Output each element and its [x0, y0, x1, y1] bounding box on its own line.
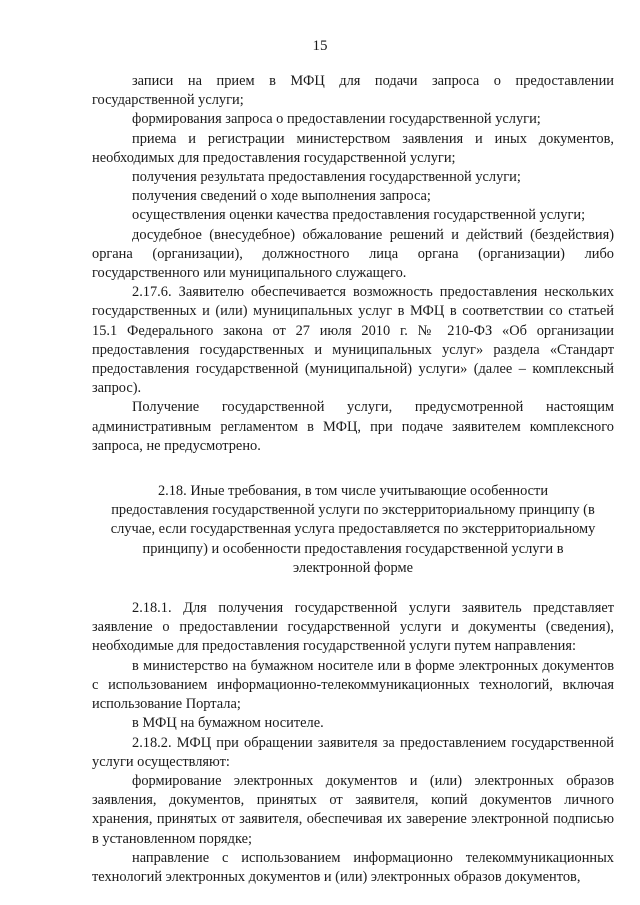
document-body [92, 72, 614, 887]
paragraph-mfc-appointment: записи на прием в МФЦ для подачи запроса о предоставлении государственной услуги; [92, 73, 614, 109]
section-heading-2-18: 2.18. Иные требования, в том числе учитывающие особенности предоставления государственной услуги по экстерриториальному принципу (в случае, если государственная услуга предоставляется по экстерриториальному принципу) и особенности предоставления государственной услуги в электронной форме [110, 483, 596, 576]
paragraph-mfc-paper: в МФЦ на бумажном носителе. [132, 715, 324, 732]
paragraph-2-18-1: 2.18.1. Для получения государственной услуги заявитель представляет заявление о предоставлении государственной услуги и документы (сведения), необходимые для предоставления государственной услуги путем направления: [92, 600, 614, 655]
paragraph-electronic-documents: формирование электронных документов и (или) электронных образов заявления, документов, принятых от заявителя, копий документов личного хранения, принятых от заявителя, обеспечивая их заверение электронной подписью в установленном порядке; [92, 772, 614, 847]
paragraph-complex-request: Получение государственной услуги, предусмотренной настоящим административным регламентом в МФЦ, при подаче заявителем комплексного запроса, не предусмотрено. [92, 399, 614, 454]
paragraph-transmission: направление с использованием информационно телекоммуникационных технологий электронных документов и (или) электронных образов документов, [92, 849, 614, 885]
paragraph-pretrial-appeal: досудебное (внесудебное) обжалование решений и действий (бездействия) органа (организации), должностного лица органа (организации) либо государственного или муниципального служащего. [92, 226, 614, 282]
page-number: 15 [312, 38, 328, 54]
paragraph-result-receipt: получения результата предоставления государственной услуги; [132, 169, 521, 186]
paragraph-quality-assessment: осуществления оценки качества предоставления государственной услуги; [132, 207, 586, 224]
paragraph-application-intake: приема и регистрации министерством заявления и иных документов, необходимых для предоставления государственной услуги; [92, 130, 614, 166]
paragraph-2-17-6: 2.17.6. Заявителю обеспечивается возможность предоставления нескольких государственных и (или) муниципальных услуг в МФЦ в соответствии со статьей 15.1 Федерального закона от 27 июля 2010 г. № 210-ФЗ «Об организации предоставления государственных и муниципальных услуг» раздела «Стандарт предоставления государственной (муниципальной) услуги» (далее – комплексный запрос). [92, 284, 614, 397]
paragraph-2-18-2: 2.18.2. МФЦ при обращении заявителя за предоставлением государственной услуги осуществляют: [92, 734, 614, 770]
paragraph-progress-info: получения сведений о ходе выполнения запроса; [132, 188, 431, 205]
paragraph-request-forming: формирования запроса о предоставлении государственной услуги; [132, 111, 541, 128]
paragraph-ministry-submission: в министерство на бумажном носителе или в форме электронных документов с использованием информационно-телекоммуникационных технологий, включая использование Портала; [92, 657, 614, 713]
